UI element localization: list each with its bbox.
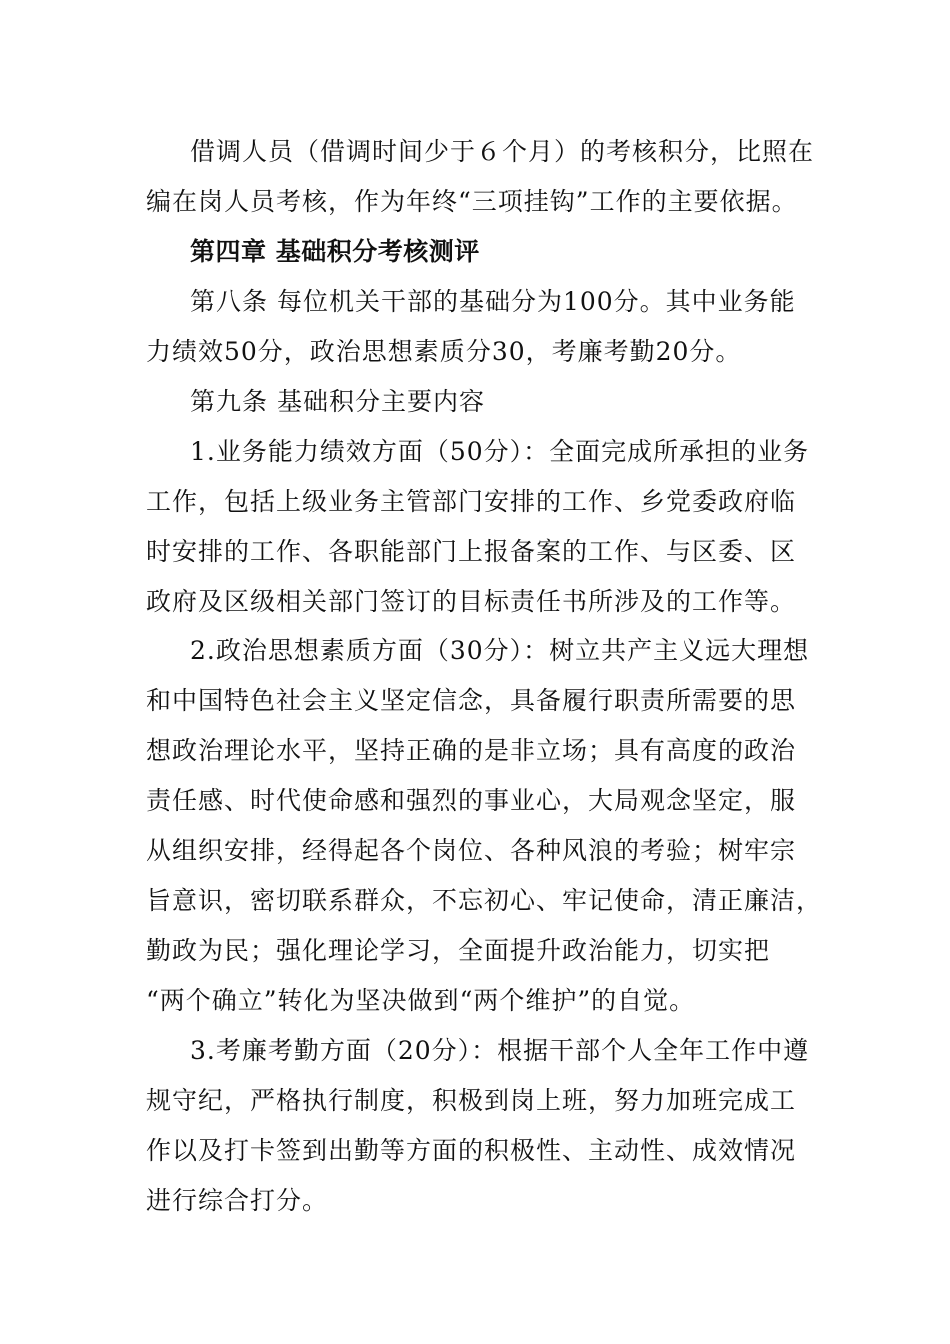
item2-line-3: 想政治理论水平，坚持正确的是非立场；具有高度的政治 [146, 736, 797, 765]
item2-line-8: “两个确立”转化为坚决做到“两个维护”的自觉。 [146, 986, 696, 1015]
item3-line-4: 进行综合打分。 [146, 1186, 329, 1215]
item3-line-3: 作以及打卡签到出勤等方面的积极性、主动性、成效情况 [146, 1136, 797, 1165]
article9-title: 第九条 基础积分主要内容 [190, 387, 485, 416]
item2-line-5: 从组织安排，经得起各个岗位、各种风浪的考验；树牢宗 [146, 836, 797, 865]
item2-line-7: 勤政为民；强化理论学习，全面提升政治能力，切实把 [146, 936, 771, 965]
item1-line-1: 1.业务能力绩效方面（50分）：全面完成所承担的业务 [190, 437, 810, 466]
item1-line-4: 政府及区级相关部门签订的目标责任书所涉及的工作等。 [146, 587, 797, 616]
item2-line-4: 责任感、时代使命感和强烈的事业心，大局观念坚定，服 [146, 786, 797, 815]
item1-line-3: 时安排的工作、各职能部门上报备案的工作、与区委、区 [146, 537, 797, 566]
intro-line-1: 借调人员（借调时间少于６个月）的考核积分，比照在 [190, 137, 815, 166]
article8-line-2: 力绩效50分，政治思想素质分30，考廉考勤20分。 [146, 337, 742, 366]
item3-line-1: 3.考廉考勤方面（20分）：根据干部个人全年工作中遵 [190, 1036, 810, 1065]
item2-line-6: 旨意识，密切联系群众，不忘初心、牢记使命，清正廉洁， [146, 886, 823, 915]
chapter-heading: 第四章 基础积分考核测评 [190, 237, 480, 266]
item1-line-2: 工作，包括上级业务主管部门安排的工作、乡党委政府临 [146, 487, 797, 516]
item2-line-2: 和中国特色社会主义坚定信念，具备履行职责所需要的思 [146, 686, 797, 715]
item2-line-1: 2.政治思想素质方面（30分）：树立共产主义远大理想 [190, 636, 810, 665]
article8-line-1: 第八条 每位机关干部的基础分为100分。其中业务能 [190, 287, 796, 316]
item3-line-2: 规守纪，严格执行制度，积极到岗上班，努力加班完成工 [146, 1086, 797, 1115]
intro-line-2: 编在岗人员考核，作为年终“三项挂钩”工作的主要依据。 [146, 187, 798, 216]
